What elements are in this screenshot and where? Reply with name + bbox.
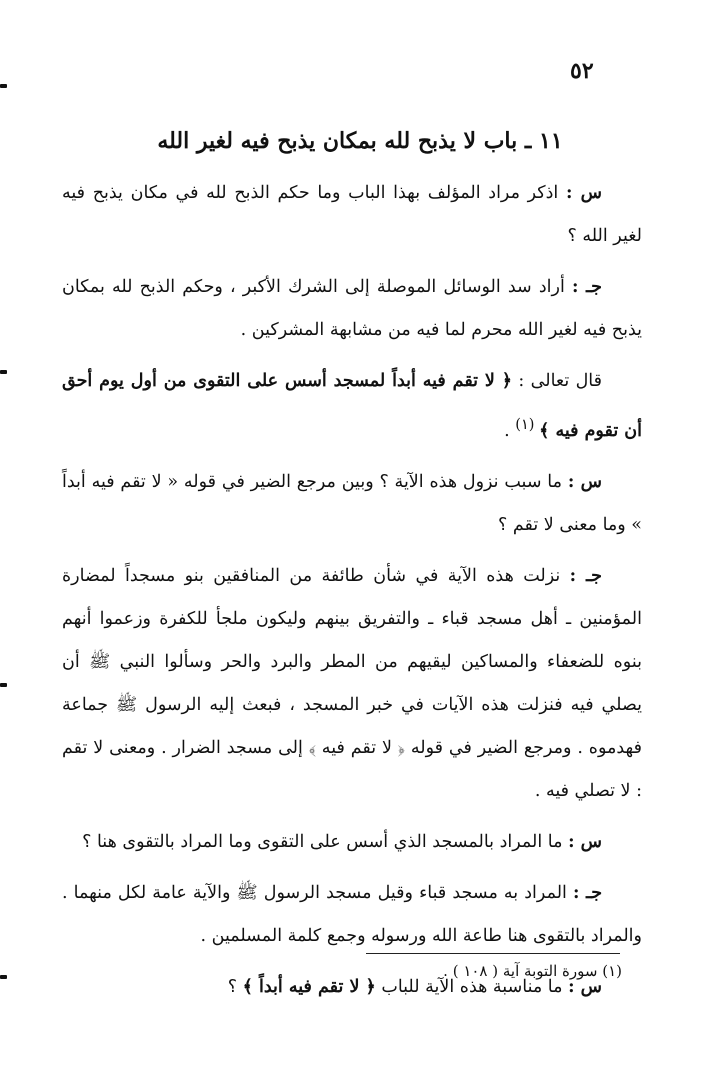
- paragraph-text: المراد به مسجد قباء وقيل مسجد الرسول ﷺ والآية عامة لكل منهما . والمراد بالتقوى هنا طاعة الله ورسوله وجمع كلمة المسلمين .: [62, 882, 642, 946]
- verse-text: ﴿ لا تقم فيه أبداً لمسجد أسس على التقوى من أول يوم أحق أن تقوم فيه ﴾: [62, 371, 642, 441]
- footnote: (١) سورة التوبة آية ( ١٠٨ ) .: [443, 962, 622, 980]
- chapter-title: ١١ ـ باب لا يذبح لله بمكان يذبح فيه لغير الله: [157, 128, 563, 154]
- question-marker: س :: [568, 976, 602, 997]
- question-paragraph: [62, 821, 642, 864]
- binding-mark: [0, 683, 7, 687]
- answer-marker: جـ :: [572, 882, 603, 903]
- paragraph-text: أراد سد الوسائل الموصلة إلى الشرك الأكبر ، وحكم الذبح لله بمكان يذبح فيه لغير الله محرم لما فيه من مشابهة المشركين .: [62, 277, 642, 340]
- paragraph-text: اذكر مراد المؤلف بهذا الباب وما حكم الذبح لله في مكان يذبح فيه لغير الله ؟: [62, 183, 642, 246]
- footnote-divider: [366, 953, 620, 954]
- answer-paragraph: [62, 555, 642, 813]
- answer-marker: جـ :: [571, 277, 602, 297]
- question-marker: س :: [565, 183, 602, 203]
- question-end: ؟: [227, 976, 243, 997]
- binding-mark: [0, 975, 7, 979]
- answer-paragraph: [62, 266, 642, 352]
- question-marker: س :: [568, 831, 602, 852]
- footnote-reference: (١): [515, 416, 540, 433]
- verse-paragraph: [62, 360, 642, 453]
- paragraph-text: ما سبب نزول هذه الآية ؟ وبين مرجع الضير في قوله « لا تقم فيه أبداً » وما معنى لا تقم ؟: [62, 471, 642, 535]
- paragraph-text: ما مناسبة هذه الآية للباب: [375, 976, 569, 997]
- binding-mark: [0, 370, 7, 374]
- verse-intro: قال تعالى :: [512, 371, 602, 391]
- verse-end: .: [504, 420, 516, 441]
- paragraph-text: نزلت هذه الآية في شأن طائفة من المنافقين بنو مسجداً لمضارة المؤمنين ـ أهل مسجد قباء ـ والتفريق بينهم وليكون ملجأ للكفرة وزعموا أنهم بنوه للضعفاء والمساكين ليقيهم من المطر والبرد والحر وسألوا النبي ﷺ أن يصلي فيه فنزلت هذه الآيات في خبر المسجد ، فبعث إليه الرسول ﷺ جماعة فهدموه . ومرجع الضير في قوله ﴿ لا تقم فيه ﴾ إلى مسجد الضرار . ومعنى لا تقم : لا تصلي فيه .: [62, 565, 642, 801]
- question-paragraph: [62, 172, 642, 258]
- question-paragraph: [62, 461, 642, 547]
- answer-paragraph: [62, 872, 642, 958]
- verse-text: ﴿ لا تقم فيه أبداً ﴾: [242, 976, 376, 997]
- binding-mark: [0, 84, 7, 88]
- paragraph-text: ما المراد بالمسجد الذي أسس على التقوى وما المراد بالتقوى هنا ؟: [82, 831, 569, 852]
- answer-marker: جـ :: [569, 565, 602, 586]
- page-number: ٥٢: [570, 58, 594, 84]
- question-marker: س :: [567, 471, 602, 492]
- page-content: [62, 172, 642, 1017]
